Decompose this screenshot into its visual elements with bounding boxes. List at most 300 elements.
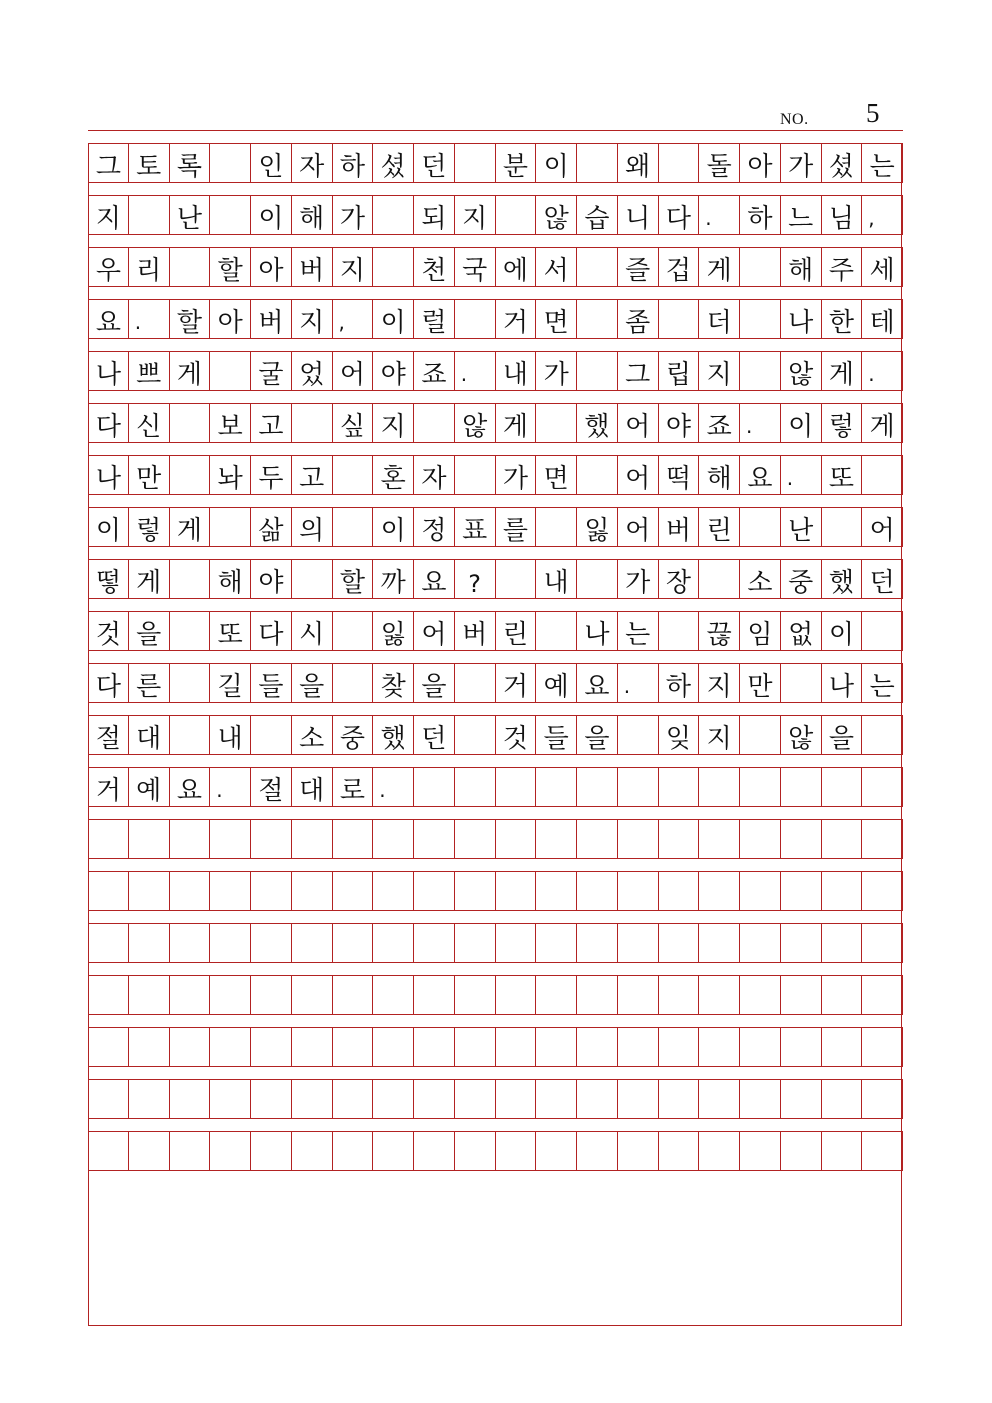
manuscript-cell: 면	[536, 300, 577, 338]
manuscript-cell: 야	[251, 560, 292, 598]
manuscript-cell-empty	[862, 1132, 903, 1170]
manuscript-cell-empty	[414, 976, 455, 1014]
manuscript-cell: 이	[781, 404, 822, 442]
manuscript-cell: 하	[333, 144, 374, 182]
manuscript-cell-empty	[659, 924, 700, 962]
manuscript-cell: 린	[496, 612, 537, 650]
manuscript-cell-empty	[333, 1080, 374, 1118]
manuscript-cell-empty	[822, 820, 863, 858]
manuscript-cell-empty	[455, 716, 496, 754]
manuscript-cell-empty	[496, 1132, 537, 1170]
manuscript-cell-empty	[862, 924, 903, 962]
manuscript-cell: 즐	[618, 248, 659, 286]
manuscript-cell: 끊	[699, 612, 740, 650]
manuscript-cell-empty	[536, 404, 577, 442]
manuscript-cell-empty	[577, 820, 618, 858]
manuscript-cell-empty	[88, 820, 129, 858]
manuscript-cell: 어	[333, 352, 374, 390]
manuscript-cell-empty	[496, 560, 537, 598]
manuscript-cell: 요	[414, 560, 455, 598]
manuscript-cell-empty	[740, 300, 781, 338]
manuscript-cell-empty	[781, 976, 822, 1014]
manuscript-cell-empty	[699, 976, 740, 1014]
manuscript-cell: 다	[88, 664, 129, 702]
manuscript-cell: 그	[88, 144, 129, 182]
manuscript-cell-empty	[496, 196, 537, 234]
manuscript-cell: 고	[292, 456, 333, 494]
manuscript-cell-empty	[292, 1132, 333, 1170]
manuscript-cell: 절	[251, 768, 292, 806]
manuscript-cell-empty	[536, 1028, 577, 1066]
manuscript-cell-empty	[496, 820, 537, 858]
page-number: 5	[866, 98, 880, 128]
manuscript-cell-empty	[577, 144, 618, 182]
manuscript-cell: 표	[455, 508, 496, 546]
manuscript-cell: 셨	[822, 144, 863, 182]
manuscript-cell: 죠	[414, 352, 455, 390]
manuscript-cell: 국	[455, 248, 496, 286]
manuscript-cell-empty	[292, 1028, 333, 1066]
manuscript-cell-empty	[536, 924, 577, 962]
manuscript-cell-empty	[455, 664, 496, 702]
page-header	[88, 96, 903, 132]
manuscript-cell: 해	[781, 248, 822, 286]
manuscript-row	[88, 1131, 903, 1171]
manuscript-cell: 가	[496, 456, 537, 494]
manuscript-cell-empty	[659, 872, 700, 910]
manuscript-cell: 거	[496, 300, 537, 338]
manuscript-cell-empty	[170, 456, 211, 494]
manuscript-cell-empty	[577, 300, 618, 338]
manuscript-cell: 정	[414, 508, 455, 546]
manuscript-cell: 럴	[414, 300, 455, 338]
manuscript-cell-empty	[659, 612, 700, 650]
manuscript-cell: 버	[659, 508, 700, 546]
manuscript-cell: 잃	[577, 508, 618, 546]
manuscript-cell: 할	[210, 248, 251, 286]
manuscript-cell-empty	[455, 872, 496, 910]
manuscript-cell-empty	[536, 508, 577, 546]
manuscript-cell: 천	[414, 248, 455, 286]
manuscript-cell: 싶	[333, 404, 374, 442]
manuscript-cell: 자	[414, 456, 455, 494]
manuscript-cell: 었	[292, 352, 333, 390]
manuscript-cell: 않	[781, 716, 822, 754]
manuscript-cell-empty	[251, 924, 292, 962]
manuscript-cell: 않	[781, 352, 822, 390]
manuscript-cell: 요	[740, 456, 781, 494]
manuscript-row	[88, 195, 903, 235]
manuscript-cell-empty	[129, 1028, 170, 1066]
manuscript-cell-empty	[455, 1080, 496, 1118]
manuscript-cell: 잃	[373, 612, 414, 650]
manuscript-cell: 찾	[373, 664, 414, 702]
manuscript-cell-empty	[699, 1080, 740, 1118]
manuscript-cell: 가	[536, 352, 577, 390]
manuscript-cell: 게	[699, 248, 740, 286]
manuscript-cell: 어	[862, 508, 903, 546]
manuscript-cell: 셨	[373, 144, 414, 182]
manuscript-cell: 느	[781, 196, 822, 234]
manuscript-cell: 토	[129, 144, 170, 182]
manuscript-cell: 소	[292, 716, 333, 754]
manuscript-row	[88, 923, 903, 963]
manuscript-cell: 잊	[659, 716, 700, 754]
manuscript-cell-empty	[496, 872, 537, 910]
manuscript-cell: 를	[496, 508, 537, 546]
manuscript-cell: 지	[699, 664, 740, 702]
manuscript-cell: 의	[292, 508, 333, 546]
manuscript-cell-empty	[333, 612, 374, 650]
manuscript-cell-empty	[251, 1080, 292, 1118]
manuscript-cell-empty	[292, 404, 333, 442]
manuscript-cell: 이	[251, 196, 292, 234]
manuscript-cell-empty	[781, 1132, 822, 1170]
manuscript-cell-empty	[373, 1080, 414, 1118]
manuscript-cell: 굴	[251, 352, 292, 390]
manuscript-cell: 요	[170, 768, 211, 806]
manuscript-cell: 이	[536, 144, 577, 182]
manuscript-cell-empty	[414, 820, 455, 858]
manuscript-cell: 지	[699, 716, 740, 754]
manuscript-cell-empty	[414, 1028, 455, 1066]
manuscript-cell: 떻	[88, 560, 129, 598]
manuscript-cell: 지	[699, 352, 740, 390]
header-rule	[88, 130, 903, 131]
manuscript-cell-empty	[577, 924, 618, 962]
manuscript-cell: 들	[536, 716, 577, 754]
manuscript-cell: .	[699, 196, 740, 234]
manuscript-cell: 가	[781, 144, 822, 182]
manuscript-cell-empty	[210, 508, 251, 546]
manuscript-cell-empty	[862, 768, 903, 806]
manuscript-cell: 돌	[699, 144, 740, 182]
manuscript-cell: 예	[536, 664, 577, 702]
manuscript-cell-empty	[536, 820, 577, 858]
manuscript-cell-empty	[455, 300, 496, 338]
manuscript-cell: ,	[862, 196, 903, 234]
manuscript-cell: 겁	[659, 248, 700, 286]
manuscript-cell: 없	[781, 612, 822, 650]
manuscript-cell-empty	[496, 924, 537, 962]
manuscript-cell-empty	[373, 1028, 414, 1066]
manuscript-cell-empty	[414, 1132, 455, 1170]
manuscript-cell: 우	[88, 248, 129, 286]
manuscript-cell: 하	[740, 196, 781, 234]
manuscript-cell: 했	[577, 404, 618, 442]
manuscript-cell-empty	[536, 1080, 577, 1118]
manuscript-cell-empty	[251, 1028, 292, 1066]
manuscript-cell-empty	[740, 768, 781, 806]
manuscript-cell-empty	[496, 1028, 537, 1066]
manuscript-cell: 삶	[251, 508, 292, 546]
manuscript-cell-empty	[781, 872, 822, 910]
manuscript-cell-empty	[659, 976, 700, 1014]
manuscript-cell: 이	[373, 508, 414, 546]
manuscript-cell-empty	[740, 716, 781, 754]
manuscript-row	[88, 507, 903, 547]
manuscript-cell: 습	[577, 196, 618, 234]
manuscript-cell-empty	[862, 872, 903, 910]
manuscript-cell-empty	[292, 976, 333, 1014]
manuscript-cell-empty	[170, 404, 211, 442]
manuscript-cell: 나	[88, 456, 129, 494]
manuscript-cell: 인	[251, 144, 292, 182]
manuscript-cell-empty	[455, 924, 496, 962]
manuscript-cell-empty	[129, 924, 170, 962]
manuscript-cell-empty	[577, 1132, 618, 1170]
manuscript-cell: 는	[618, 612, 659, 650]
manuscript-cell-empty	[373, 1132, 414, 1170]
manuscript-cell-empty	[333, 924, 374, 962]
manuscript-cell-empty	[577, 248, 618, 286]
manuscript-cell: .	[210, 768, 251, 806]
manuscript-cell: 해	[699, 456, 740, 494]
manuscript-cell-empty	[455, 456, 496, 494]
manuscript-cell: .	[129, 300, 170, 338]
manuscript-cell-empty	[170, 664, 211, 702]
manuscript-cell: 대	[129, 716, 170, 754]
manuscript-cell-empty	[822, 508, 863, 546]
manuscript-cell: 어	[618, 508, 659, 546]
manuscript-cell-empty	[659, 820, 700, 858]
manuscript-cell-empty	[536, 768, 577, 806]
manuscript-cell-empty	[781, 664, 822, 702]
manuscript-cell: .	[862, 352, 903, 390]
manuscript-cell-empty	[170, 716, 211, 754]
manuscript-row	[88, 299, 903, 339]
manuscript-cell-empty	[618, 768, 659, 806]
manuscript-cell: 버	[455, 612, 496, 650]
manuscript-cell-empty	[455, 976, 496, 1014]
manuscript-row	[88, 819, 903, 859]
manuscript-cell-empty	[618, 872, 659, 910]
manuscript-cell: 예	[129, 768, 170, 806]
manuscript-cell-empty	[373, 196, 414, 234]
manuscript-cell: 혼	[373, 456, 414, 494]
manuscript-cell: 지	[373, 404, 414, 442]
manuscript-cell: 아	[210, 300, 251, 338]
manuscript-cell-empty	[373, 248, 414, 286]
manuscript-cell: 나	[577, 612, 618, 650]
manuscript-cell: 거	[88, 768, 129, 806]
manuscript-cell-empty	[170, 976, 211, 1014]
manuscript-cell-empty	[88, 872, 129, 910]
manuscript-cell: 요	[577, 664, 618, 702]
manuscript-cell-empty	[740, 1132, 781, 1170]
manuscript-cell: 또	[210, 612, 251, 650]
manuscript-cell: 죠	[699, 404, 740, 442]
manuscript-row	[88, 767, 903, 807]
manuscript-cell: 야	[373, 352, 414, 390]
manuscript-cell-empty	[740, 352, 781, 390]
manuscript-cell: 할	[170, 300, 211, 338]
manuscript-cell-empty	[618, 976, 659, 1014]
manuscript-cell-empty	[333, 1132, 374, 1170]
manuscript-cell: 지	[292, 300, 333, 338]
manuscript-cell: 다	[88, 404, 129, 442]
manuscript-cell: 가	[333, 196, 374, 234]
manuscript-cell-empty	[251, 872, 292, 910]
manuscript-cell-empty	[170, 1080, 211, 1118]
manuscript-cell-empty	[210, 820, 251, 858]
manuscript-cell: 을	[292, 664, 333, 702]
manuscript-cell-empty	[129, 820, 170, 858]
manuscript-cell: 두	[251, 456, 292, 494]
manuscript-cell: 던	[414, 144, 455, 182]
manuscript-cell-empty	[496, 768, 537, 806]
page-number-label: NO.	[780, 111, 809, 128]
manuscript-cell: 또	[822, 456, 863, 494]
manuscript-cell: 했	[822, 560, 863, 598]
manuscript-cell-empty	[373, 872, 414, 910]
manuscript-cell-empty	[414, 1080, 455, 1118]
manuscript-cell-empty	[618, 924, 659, 962]
manuscript-row	[88, 455, 903, 495]
manuscript-cell-empty	[862, 976, 903, 1014]
manuscript-cell: 게	[170, 352, 211, 390]
manuscript-cell: 절	[88, 716, 129, 754]
manuscript-cell-empty	[129, 872, 170, 910]
manuscript-cell-empty	[822, 976, 863, 1014]
manuscript-cell-empty	[740, 976, 781, 1014]
manuscript-cell-empty	[822, 1132, 863, 1170]
manuscript-cell-empty	[292, 924, 333, 962]
manuscript-cell: 만	[129, 456, 170, 494]
manuscript-cell-empty	[333, 1028, 374, 1066]
manuscript-row	[88, 663, 903, 703]
manuscript-cell: 지	[333, 248, 374, 286]
manuscript-cell: 장	[659, 560, 700, 598]
manuscript-cell-empty	[210, 144, 251, 182]
manuscript-cell: 내	[496, 352, 537, 390]
manuscript-cell-empty	[659, 144, 700, 182]
manuscript-cell-empty	[740, 820, 781, 858]
manuscript-cell: 님	[822, 196, 863, 234]
manuscript-cell: 다	[659, 196, 700, 234]
manuscript-row	[88, 1079, 903, 1119]
manuscript-cell-empty	[292, 1080, 333, 1118]
manuscript-cell: 요	[88, 300, 129, 338]
manuscript-cell: 버	[292, 248, 333, 286]
manuscript-cell-empty	[210, 1132, 251, 1170]
manuscript-cell-empty	[414, 924, 455, 962]
manuscript-cell: 하	[659, 664, 700, 702]
manuscript-cell-empty	[373, 924, 414, 962]
manuscript-cell: 했	[373, 716, 414, 754]
manuscript-cell: 만	[740, 664, 781, 702]
manuscript-cell-empty	[577, 1080, 618, 1118]
manuscript-cell-empty	[659, 1132, 700, 1170]
manuscript-cell: 임	[740, 612, 781, 650]
manuscript-cell: 을	[129, 612, 170, 650]
manuscript-cell: .	[740, 404, 781, 442]
manuscript-cell-empty	[862, 1080, 903, 1118]
manuscript-cell: 왜	[618, 144, 659, 182]
manuscript-cell: .	[373, 768, 414, 806]
manuscript-cell-empty	[577, 976, 618, 1014]
manuscript-cell-empty	[822, 872, 863, 910]
manuscript-cell-empty	[251, 1132, 292, 1170]
manuscript-cell-empty	[333, 456, 374, 494]
manuscript-cell: 떡	[659, 456, 700, 494]
manuscript-cell: 시	[292, 612, 333, 650]
manuscript-cell: 던	[862, 560, 903, 598]
manuscript-cell-empty	[740, 508, 781, 546]
manuscript-cell-empty	[536, 1132, 577, 1170]
manuscript-cell: 중	[333, 716, 374, 754]
manuscript-cell-empty	[414, 872, 455, 910]
manuscript-cell: 을	[577, 716, 618, 754]
manuscript-cell-empty	[170, 924, 211, 962]
manuscript-cell: 않	[455, 404, 496, 442]
manuscript-cell-empty	[210, 1028, 251, 1066]
manuscript-row	[88, 143, 903, 183]
manuscript-row	[88, 559, 903, 599]
manuscript-cell-empty	[699, 1132, 740, 1170]
manuscript-cell: 분	[496, 144, 537, 182]
manuscript-cell: 자	[292, 144, 333, 182]
manuscript-cell-empty	[88, 924, 129, 962]
manuscript-cell-empty	[822, 924, 863, 962]
manuscript-cell: 면	[536, 456, 577, 494]
manuscript-cell-empty	[781, 768, 822, 806]
manuscript-cell: 쁘	[129, 352, 170, 390]
manuscript-cell-empty	[740, 872, 781, 910]
manuscript-cell: 대	[292, 768, 333, 806]
manuscript-cell: 것	[496, 716, 537, 754]
manuscript-cell-empty	[88, 1132, 129, 1170]
manuscript-cell: 립	[659, 352, 700, 390]
manuscript-cell: 까	[373, 560, 414, 598]
manuscript-cell: 게	[496, 404, 537, 442]
manuscript-cell: 길	[210, 664, 251, 702]
manuscript-cell-empty	[292, 872, 333, 910]
manuscript-cell: 고	[251, 404, 292, 442]
manuscript-cell-empty	[129, 1132, 170, 1170]
manuscript-cell: 렇	[129, 508, 170, 546]
manuscript-cell-empty	[333, 976, 374, 1014]
manuscript-cell-empty	[333, 872, 374, 910]
manuscript-cell-empty	[251, 716, 292, 754]
manuscript-cell-empty	[88, 976, 129, 1014]
manuscript-cell: 지	[455, 196, 496, 234]
manuscript-cell: .	[781, 456, 822, 494]
manuscript-cell: 니	[618, 196, 659, 234]
manuscript-cell-empty	[577, 560, 618, 598]
manuscript-cell-empty	[333, 664, 374, 702]
manuscript-cell-empty	[455, 768, 496, 806]
manuscript-cell: 버	[251, 300, 292, 338]
manuscript-cell-empty	[822, 768, 863, 806]
manuscript-cell-empty	[455, 144, 496, 182]
manuscript-cell: 좀	[618, 300, 659, 338]
manuscript-cell: 야	[659, 404, 700, 442]
manuscript-cell-empty	[373, 820, 414, 858]
manuscript-cell: 놔	[210, 456, 251, 494]
manuscript-cell-empty	[740, 1080, 781, 1118]
manuscript-cell-empty	[210, 976, 251, 1014]
manuscript-cell-empty	[659, 300, 700, 338]
manuscript-cell-empty	[577, 768, 618, 806]
manuscript-cell-empty	[740, 924, 781, 962]
manuscript-cell-empty	[699, 560, 740, 598]
manuscript-cell-empty	[618, 1132, 659, 1170]
manuscript-row	[88, 351, 903, 391]
manuscript-cell: 지	[88, 196, 129, 234]
manuscript-cell: 로	[333, 768, 374, 806]
manuscript-cell-empty	[699, 768, 740, 806]
